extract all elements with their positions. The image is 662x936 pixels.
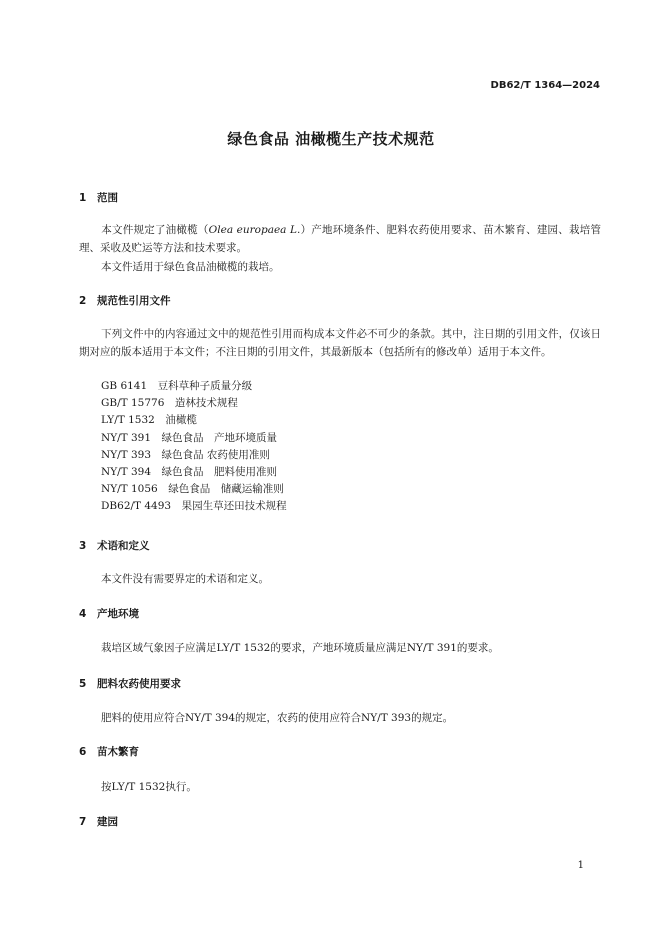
- section-number: 6: [79, 746, 87, 758]
- section-heading-7: [79, 814, 118, 829]
- section-heading-4: [79, 606, 139, 621]
- reference-item: GB/T 15776 造林技术规程: [101, 397, 238, 410]
- scope-paragraph: 本文件规定了油橄榄（Olea europaea L.）产地环境条件、肥料农药使用要求、苗木繁育、建园、栽培管理、采收及贮运等方法和技术要求。: [79, 224, 602, 254]
- environment-paragraph: 栽培区域气象因子应满足LY/T 1532的要求，产地环境质量应满足NY/T 391的要求。: [101, 642, 499, 654]
- section-number: 5: [79, 678, 87, 690]
- reference-item: GB 6141 豆科草种子质量分级: [101, 380, 253, 392]
- section-number: 1: [79, 192, 87, 204]
- section-title: 术语和定义: [97, 540, 150, 552]
- reference-item: DB62/T 4493 果园生草还田技术规程: [101, 500, 287, 513]
- reference-list: [101, 378, 287, 516]
- section-heading-1: [79, 190, 118, 205]
- scope-applicability: 本文件适用于绿色食品油橄榄的栽培。: [101, 261, 280, 273]
- reference-item: NY/T 391 绿色食品 产地环境质量: [101, 431, 278, 444]
- section-heading-2: [79, 293, 171, 308]
- section-heading-6: [79, 744, 139, 759]
- reference-item: NY/T 394 绿色食品 肥料使用准则: [101, 465, 278, 478]
- section-title: 产地环境: [97, 608, 139, 620]
- section-title: 肥料农药使用要求: [97, 678, 181, 690]
- document-title: 绿色食品 油橄榄生产技术规范: [227, 130, 435, 148]
- references-intro: 下列文件中的内容通过文中的规范性引用而构成本文件必不可少的条款。其中，注日期的引用文件，仅该日期对应的版本适用于本文件；不注日期的引用文件，其最新版本（包括所有的修改单）适用于本文件。: [79, 328, 601, 358]
- section-heading-3: [79, 538, 150, 553]
- section-heading-5: [79, 676, 181, 691]
- reference-item: LY/T 1532 油橄榄: [101, 414, 197, 427]
- reference-item: NY/T 393 绿色食品 农药使用准则: [101, 448, 270, 461]
- section-number: 3: [79, 540, 87, 552]
- section-number: 2: [79, 295, 87, 307]
- section-title: 苗木繁育: [97, 746, 139, 758]
- latin-name: Olea europaea L.: [208, 224, 301, 236]
- section-title: 建园: [97, 816, 118, 828]
- fertilizer-pesticide-paragraph: 肥料的使用应符合NY/T 394的规定，农药的使用应符合NY/T 393的规定。: [101, 712, 454, 724]
- section-title: 范围: [97, 192, 118, 204]
- page-number: 1: [577, 860, 584, 871]
- terms-paragraph: 本文件没有需要界定的术语和定义。: [101, 573, 269, 585]
- section-number: 4: [79, 608, 87, 620]
- standard-code: DB62/T 1364—2024: [490, 80, 600, 91]
- seedling-paragraph: 按LY/T 1532执行。: [101, 781, 197, 793]
- section-title: 规范性引用文件: [97, 295, 171, 307]
- section-number: 7: [79, 816, 87, 828]
- reference-item: NY/T 1056 绿色食品 储藏运输准则: [101, 483, 284, 496]
